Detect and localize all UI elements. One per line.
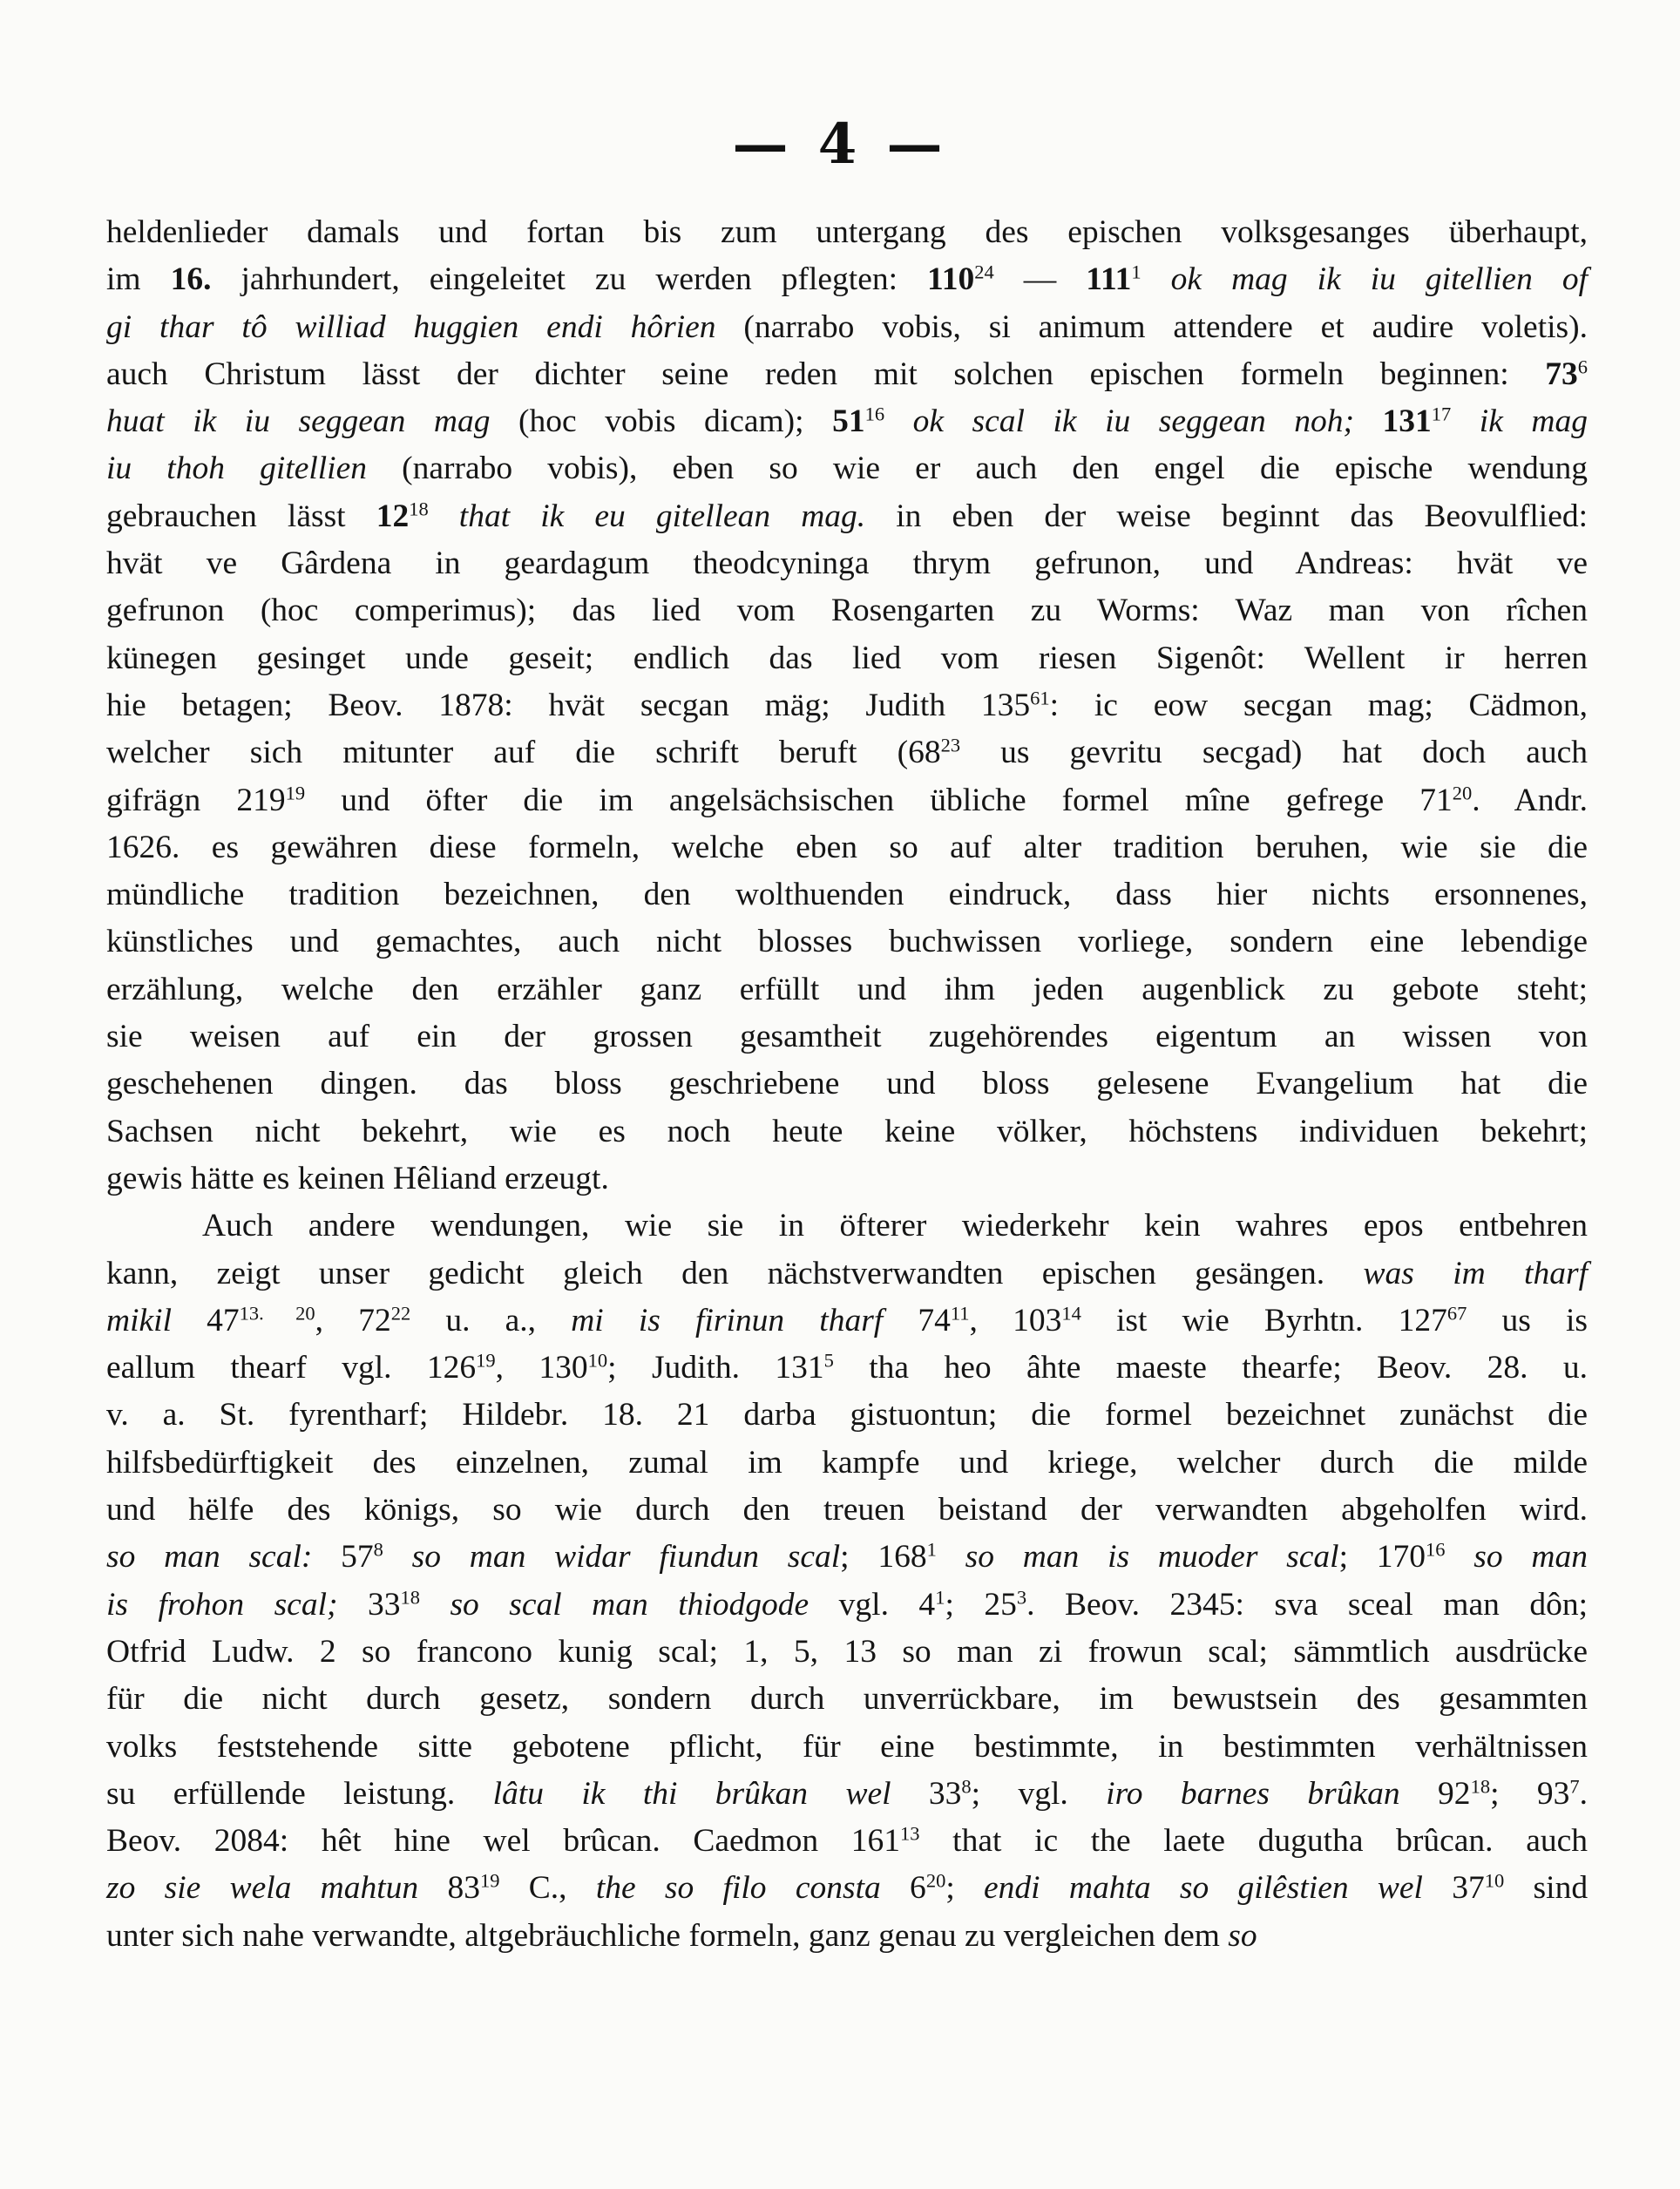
text-line (106, 445, 1588, 492)
text-line (106, 1534, 1588, 1581)
line-segment: 131 (1382, 403, 1432, 440)
line-segment: Sachsen nicht bekehrt, wie es noch heute keine völker, höchstens individuen bekehrt; (106, 1113, 1588, 1149)
line-segment: ; (945, 1870, 985, 1907)
text-line (106, 587, 1588, 634)
line-segment: iu thoh gitellien (106, 451, 367, 487)
line-segment: gebrauchen lässt (106, 498, 376, 534)
line-superscript: 14 (1061, 1302, 1081, 1325)
line-segment: eallum thearf vgl. 126 (106, 1350, 477, 1386)
text-line (106, 304, 1588, 351)
line-superscript: 8 (373, 1538, 383, 1561)
line-superscript: 3 (1016, 1586, 1027, 1609)
line-segment: im (106, 261, 171, 298)
line-segment: — (993, 261, 1087, 298)
line-segment: Auch andere wendungen, wie sie in öfterer wiederkehr kein wahres epos entbehren (202, 1208, 1588, 1244)
line-segment: 16. (170, 261, 212, 298)
line-superscript: 5 (823, 1349, 834, 1372)
text-line (106, 1913, 1588, 1960)
text-line (106, 1582, 1588, 1629)
text-line (106, 1487, 1588, 1534)
line-segment: . Beov. 2345: sva sceal man dôn; (1026, 1586, 1589, 1623)
line-segment: 33 (891, 1775, 962, 1812)
line-segment: 92 (1399, 1775, 1471, 1812)
text-line (106, 1203, 1588, 1250)
line-superscript: 16 (864, 403, 885, 425)
line-segment: ok mag ik iu gitellien of (1141, 261, 1589, 298)
line-segment: tha heo âhte maeste thearfe; Beov. 28. u. (833, 1350, 1589, 1386)
line-segment: hilfsbedürftigkeit des einzelnen, zumal im kampfe und kriege, welcher durch die milde (106, 1444, 1588, 1481)
line-superscript: 19 (285, 782, 306, 804)
page-number: — 4 — (732, 112, 948, 177)
text-line (106, 871, 1588, 918)
line-segment: so man (1445, 1539, 1588, 1576)
line-segment: ; 93 (1490, 1775, 1570, 1812)
line-segment: C., (499, 1870, 596, 1907)
line-segment: su erfüllende leistung. (106, 1775, 493, 1812)
line-segment: ok scal ik iu seggean noh; (884, 403, 1383, 440)
line-segment: lâtu ik thi brûkan wel (492, 1775, 891, 1812)
line-segment: the so filo consta (595, 1870, 881, 1907)
line-superscript: 22 (390, 1302, 411, 1325)
line-superscript: 7 (1569, 1775, 1580, 1798)
line-segment: erzählung, welche den erzähler ganz erfüllt und ihm jeden augenblick zu gebote steht; (106, 971, 1588, 1007)
line-segment: us gevritu secgad) hat doch auch (960, 735, 1589, 771)
line-superscript: 20 (925, 1870, 946, 1893)
line-superscript: 13 (900, 1822, 920, 1845)
line-segment: hvät ve Gârdena in geardagum theodcyninga thrym gefrunon, und Andreas: hvät ve (106, 546, 1588, 582)
line-segment: 33 (337, 1586, 401, 1623)
line-segment: u. a., (410, 1302, 572, 1338)
line-segment: mikil (106, 1302, 172, 1338)
text-line (106, 1392, 1588, 1439)
line-segment: . Andr. (1472, 782, 1589, 818)
line-superscript: 19 (476, 1349, 496, 1372)
line-segment: endi mahta so gilêstien wel (984, 1870, 1423, 1907)
text-line (106, 1818, 1588, 1865)
line-segment: für die nicht durch gesetz, sondern durch unverrückbare, im bewustsein des gesammten (106, 1681, 1588, 1718)
line-segment: jahrhundert, eingeleitet zu werden pflegten: (211, 261, 928, 298)
line-segment: so (1228, 1917, 1257, 1954)
line-segment: 111 (1086, 261, 1132, 298)
line-superscript: 19 (479, 1870, 500, 1893)
line-superscript: 18 (1470, 1775, 1491, 1798)
text-line (106, 1013, 1588, 1061)
line-segment: kann, zeigt unser gedicht gleich den nächstverwandten epischen gesängen. (106, 1255, 1364, 1291)
line-segment: iro barnes brûkan (1106, 1775, 1400, 1812)
text-line (106, 256, 1588, 303)
line-segment: gefrunon (hoc comperimus); das lied vom Rosengarten zu Worms: Waz man von rîchen (106, 593, 1588, 629)
line-segment: auch Christum lässt der dichter seine reden mit solchen epischen formeln beginnen: (106, 356, 1546, 392)
line-segment: 73 (1545, 356, 1578, 392)
line-segment: künegen gesinget unde geseit; endlich das lied vom riesen Sigenôt: Wellent ir herren (106, 640, 1588, 676)
line-segment: hie betagen; Beov. 1878: hvät secgan mäg; Judith 135 (106, 687, 1031, 723)
line-segment: 37 (1422, 1870, 1485, 1907)
line-segment: 57 (312, 1539, 374, 1576)
line-segment: und öfter die im angelsächsischen übliche formel mîne gefrege 71 (305, 782, 1453, 818)
line-segment: that ik eu gitellean mag. (428, 498, 866, 534)
line-segment: (narrabo vobis, si animum attendere et audire voletis). (715, 308, 1588, 345)
text-line (106, 1155, 1588, 1203)
text-line (106, 729, 1588, 776)
line-segment: 12 (376, 498, 410, 534)
text-line (106, 1108, 1588, 1155)
line-segment: huat ik iu seggean mag (106, 403, 491, 440)
line-segment: ; vgl. (971, 1775, 1107, 1812)
line-segment: Otfrid Ludw. 2 so francono kunig scal; 1, 5, 13 so man zi frowun scal; sämmtlich ausdrücke (106, 1633, 1588, 1670)
line-segment: that ic the laete dugutha brûcan. auch (919, 1823, 1588, 1860)
text-line (106, 1771, 1588, 1818)
line-segment: so scal man thiodgode (419, 1586, 810, 1623)
line-superscript: 6 (1577, 356, 1588, 378)
line-segment: gewis hätte es keinen Hêliand erzeugt. (106, 1160, 609, 1196)
line-segment: gi thar tô williad huggien endi hôrien (106, 308, 716, 345)
line-superscript: 18 (400, 1586, 420, 1609)
line-superscript: 67 (1446, 1302, 1467, 1325)
line-segment: geschehenen dingen. das bloss geschriebene und bloss gelesene Evangelium hat die (106, 1066, 1588, 1102)
text-line (106, 1724, 1588, 1771)
line-segment: ; 25 (945, 1586, 1017, 1623)
line-superscript: 1 (1131, 261, 1141, 283)
line-superscript: 10 (1484, 1870, 1505, 1893)
line-segment: was im tharf (1363, 1255, 1588, 1291)
text-line (106, 398, 1588, 445)
line-superscript: 24 (974, 261, 994, 283)
line-segment: so man scal: (106, 1539, 313, 1576)
line-segment: sind (1504, 1870, 1589, 1907)
text-line (106, 635, 1588, 682)
text-line (106, 1250, 1588, 1298)
line-superscript: 18 (409, 498, 429, 520)
line-segment: mi is firinun tharf (571, 1302, 884, 1338)
body-text (106, 209, 1588, 1960)
line-superscript: 16 (1426, 1538, 1446, 1561)
line-superscript: 17 (1431, 403, 1452, 425)
line-superscript: 61 (1030, 687, 1050, 709)
line-segment: (hoc vobis dicam); (490, 403, 833, 440)
line-segment: unter sich nahe verwandte, altgebräuchliche formeln, ganz genau zu vergleichen dem (106, 1917, 1229, 1954)
line-segment: in eben der weise beginnt das Beovulflied: (865, 498, 1589, 534)
line-segment: 51 (832, 403, 865, 440)
text-line (106, 1676, 1588, 1723)
text-line (106, 1865, 1588, 1912)
line-segment: sie weisen auf ein der grossen gesamtheit zugehörendes eigentum an wissen von (106, 1019, 1588, 1055)
line-segment: mündliche tradition bezeichnen, den wolthuenden eindruck, dass hier nichts ersonnenes, (106, 877, 1588, 913)
line-segment: 110 (927, 261, 975, 298)
line-superscript: 23 (940, 734, 961, 756)
line-segment: künstliches und gemachtes, auch nicht blosses buchwissen vorliege, sondern eine lebendige (106, 924, 1588, 960)
text-line (106, 1345, 1588, 1392)
line-segment: volks feststehende sitte gebotene pflicht, für eine bestimmte, in bestimmten verhältnissen (106, 1728, 1588, 1765)
line-segment: heldenlieder damals und fortan bis zum untergang des epischen volksgesanges überhaupt, (106, 214, 1588, 250)
text-line (106, 1629, 1588, 1676)
line-segment: 47 (171, 1302, 240, 1338)
line-segment: : ic eow secgan mag; Cädmon, (1049, 687, 1588, 723)
line-segment: und hëlfe des königs, so wie durch den treuen beistand der verwandten abgeholfen wird. (106, 1492, 1588, 1528)
line-segment: Beov. 2084: hêt hine wel brûcan. Caedmon 161 (106, 1823, 901, 1860)
text-line (106, 682, 1588, 729)
line-segment: (narrabo vobis), eben so wie er auch den engel die epische wendung (366, 451, 1588, 487)
line-segment: 1626. es gewähren diese formeln, welche eben so auf alter tradition beruhen, wie sie die (106, 829, 1588, 865)
line-segment: vgl. 4 (809, 1586, 936, 1623)
line-segment: ist wie Byrhtn. 127 (1080, 1302, 1447, 1338)
text-line (106, 966, 1588, 1013)
text-line (106, 824, 1588, 871)
line-segment: v. a. St. fyrentharf; Hildebr. 18. 21 darba gistuontun; die formel bezeichnet zunächst die (106, 1397, 1588, 1433)
line-segment: ; 170 (1338, 1539, 1426, 1576)
line-segment: ; Judith. 131 (607, 1350, 824, 1386)
line-superscript: 11 (950, 1302, 970, 1325)
line-segment: so man is muoder scal (936, 1539, 1339, 1576)
text-line (106, 209, 1588, 256)
text-line (106, 918, 1588, 966)
text-line (106, 777, 1588, 824)
line-segment: 6 (880, 1870, 926, 1907)
line-superscript: 1 (926, 1538, 937, 1561)
line-segment: , 103 (969, 1302, 1062, 1338)
text-line (106, 1298, 1588, 1345)
line-segment: us is (1467, 1302, 1588, 1338)
line-superscript: 10 (587, 1349, 608, 1372)
text-line (106, 1440, 1588, 1487)
line-segment: welcher sich mitunter auf die schrift beruft (68 (106, 735, 941, 771)
line-segment: , 72 (315, 1302, 391, 1338)
line-segment: zo sie wela mahtun (106, 1870, 419, 1907)
line-segment: 74 (883, 1302, 951, 1338)
line-segment: , 130 (495, 1350, 588, 1386)
text-line (106, 351, 1588, 398)
line-segment: ik mag (1451, 403, 1588, 440)
line-segment: so man widar fiundun scal (383, 1539, 841, 1576)
line-superscript: 13. 20 (239, 1302, 315, 1325)
text-line (106, 493, 1588, 540)
line-segment: 83 (418, 1870, 480, 1907)
line-segment: gifrägn 219 (106, 782, 286, 818)
line-superscript: 20 (1452, 782, 1473, 804)
text-line (106, 1061, 1588, 1108)
line-superscript: 1 (935, 1586, 945, 1609)
line-segment: is frohon scal; (106, 1586, 338, 1623)
text-line (106, 540, 1588, 587)
line-segment: ; 168 (840, 1539, 927, 1576)
line-superscript: 8 (961, 1775, 972, 1798)
line-segment: . (1579, 1775, 1588, 1812)
